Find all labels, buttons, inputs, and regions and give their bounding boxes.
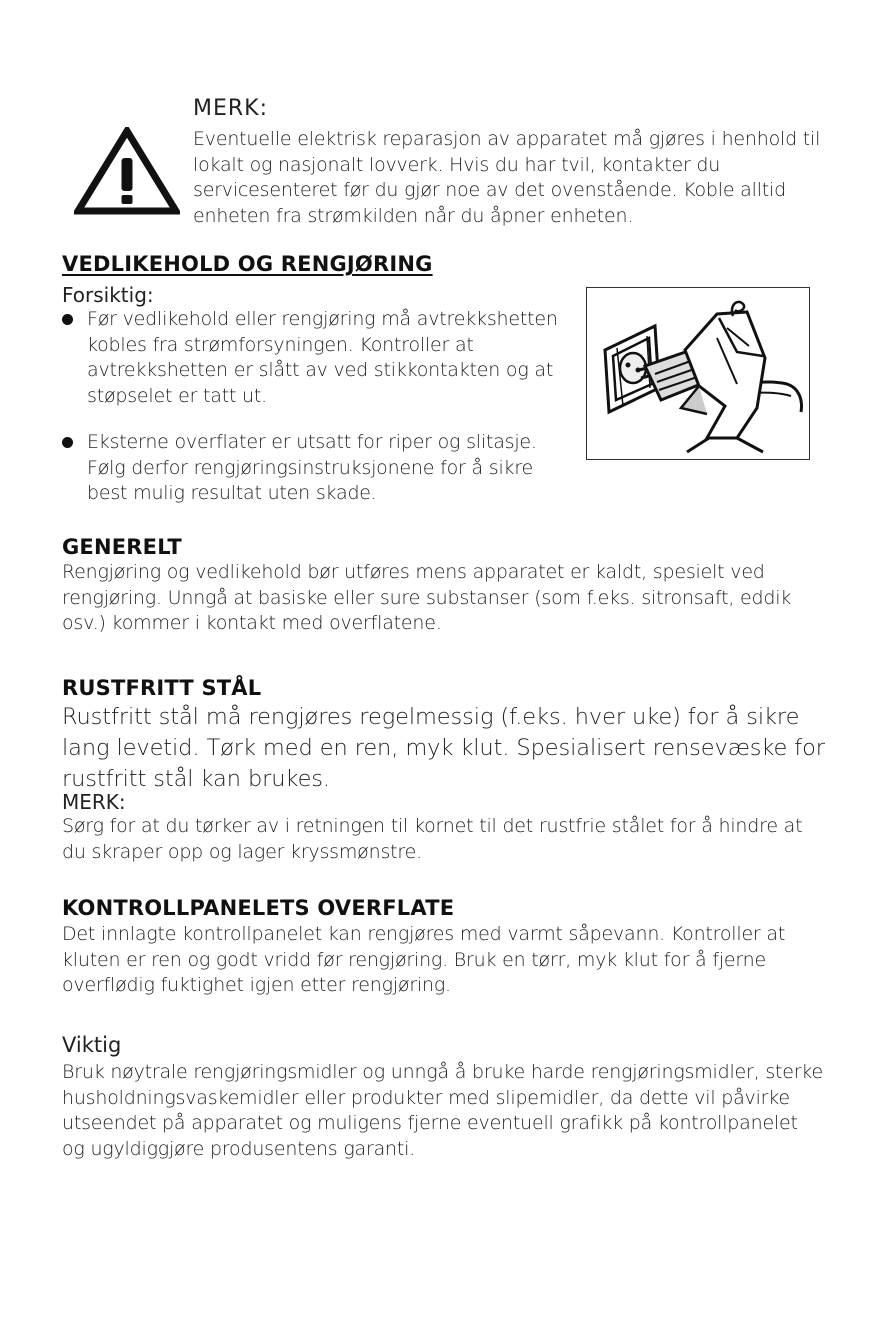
steel-note-line: du skraper opp og lager kryssmønstre.	[62, 840, 422, 863]
maintenance-heading: VEDLIKEHOLD OG RENGJØRING	[62, 252, 433, 276]
note-text	[193, 127, 873, 229]
bullet-dot	[62, 314, 73, 325]
bullet-line: Før vedlikehold eller rengjøring må avtrekkshetten	[87, 308, 558, 330]
general-line: osv.) kommer i kontakt med overflatene.	[62, 612, 442, 634]
bullet-line: avtrekkshetten er slått av ved stikkontakten og at	[87, 359, 554, 381]
general-line: Rengjøring og vedlikehold bør utføres mens apparatet er kaldt, spesielt ved	[62, 561, 765, 583]
steel-line: Rustfritt stål må rengjøres regelmessig (f.eks. hver uke) for å sikre	[62, 704, 800, 730]
important-text	[62, 1060, 882, 1162]
panel-line: overflødig fuktighet igjen etter rengjøring.	[62, 974, 451, 996]
important-line: og ugyldiggjøre produsentens garanti.	[62, 1137, 416, 1160]
caution-label: Forsiktig:	[62, 283, 154, 307]
general-heading: GENERELT	[62, 535, 182, 559]
steel-line: lang levetid. Tørk med en ren, myk klut. Spesialisert rensevæske for	[62, 735, 825, 761]
steel-heading: RUSTFRITT STÅL	[62, 676, 262, 700]
panel-heading: KONTROLLPANELETS OVERFLATE	[62, 896, 455, 920]
note-line: lokalt og nasjonalt lovverk. Hvis du har tvil, kontakter du	[193, 153, 721, 176]
bullet-dot	[62, 437, 73, 448]
panel-line: kluten er ren og godt vridd før rengjøring. Bruk en tørr, myk klut for å fjerne	[62, 948, 767, 971]
bullet-item	[58, 430, 578, 507]
steel-text	[62, 702, 862, 795]
bullet-line: kobles fra strømforsyningen. Kontroller at	[87, 333, 474, 356]
steel-note-line: Sørg for at du tørker av i retningen til kornet til det rustfrie stålet for å hindre at	[62, 815, 803, 837]
note-line: servicesenteret før du gjør noe av det ovenstående. Koble alltid	[193, 179, 786, 201]
bullet-line: støpselet er tatt ut.	[87, 384, 267, 407]
steel-note-title: MERK:	[62, 790, 126, 814]
steel-note-text	[62, 814, 872, 865]
bullet-line: Følg derfor rengjøringsinstruksjonene for å sikre	[87, 456, 534, 479]
note-line: enheten fra strømkilden når du åpner enheten.	[193, 204, 634, 227]
unplug-illustration	[586, 287, 810, 460]
bullet-line: best mulig resultat uten skade.	[87, 482, 377, 504]
important-heading: Viktig	[62, 1033, 122, 1057]
bullet-line: Eksterne overflater er utsatt for riper og slitasje.	[87, 431, 537, 453]
important-line: utseendet på apparatet og muligens fjerne eventuell grafikk på kontrollpanelet	[62, 1112, 798, 1134]
important-line: Bruk nøytrale rengjøringsmidler og unngå å bruke harde rengjøringsmidler, sterke	[62, 1061, 824, 1083]
warning-triangle-icon	[74, 127, 180, 215]
panel-line: Det innlagte kontrollpanelet kan rengjøres med varmt såpevann. Kontroller at	[62, 923, 786, 945]
note-title: MERK:	[193, 96, 269, 121]
bullet-item	[58, 307, 578, 409]
steel-line: rustfritt stål kan brukes.	[62, 766, 330, 792]
general-line: rengjøring. Unngå at basiske eller sure substanser (som f.eks. sitronsaft, eddik	[62, 586, 792, 609]
important-line: husholdningsvaskemidler eller produkter med slipemidler, da dette vil påvirke	[62, 1086, 790, 1109]
general-text	[62, 560, 862, 637]
panel-text	[62, 922, 862, 999]
note-line: Eventuelle elektrisk reparasjon av apparatet må gjøres i henhold til	[193, 128, 821, 150]
